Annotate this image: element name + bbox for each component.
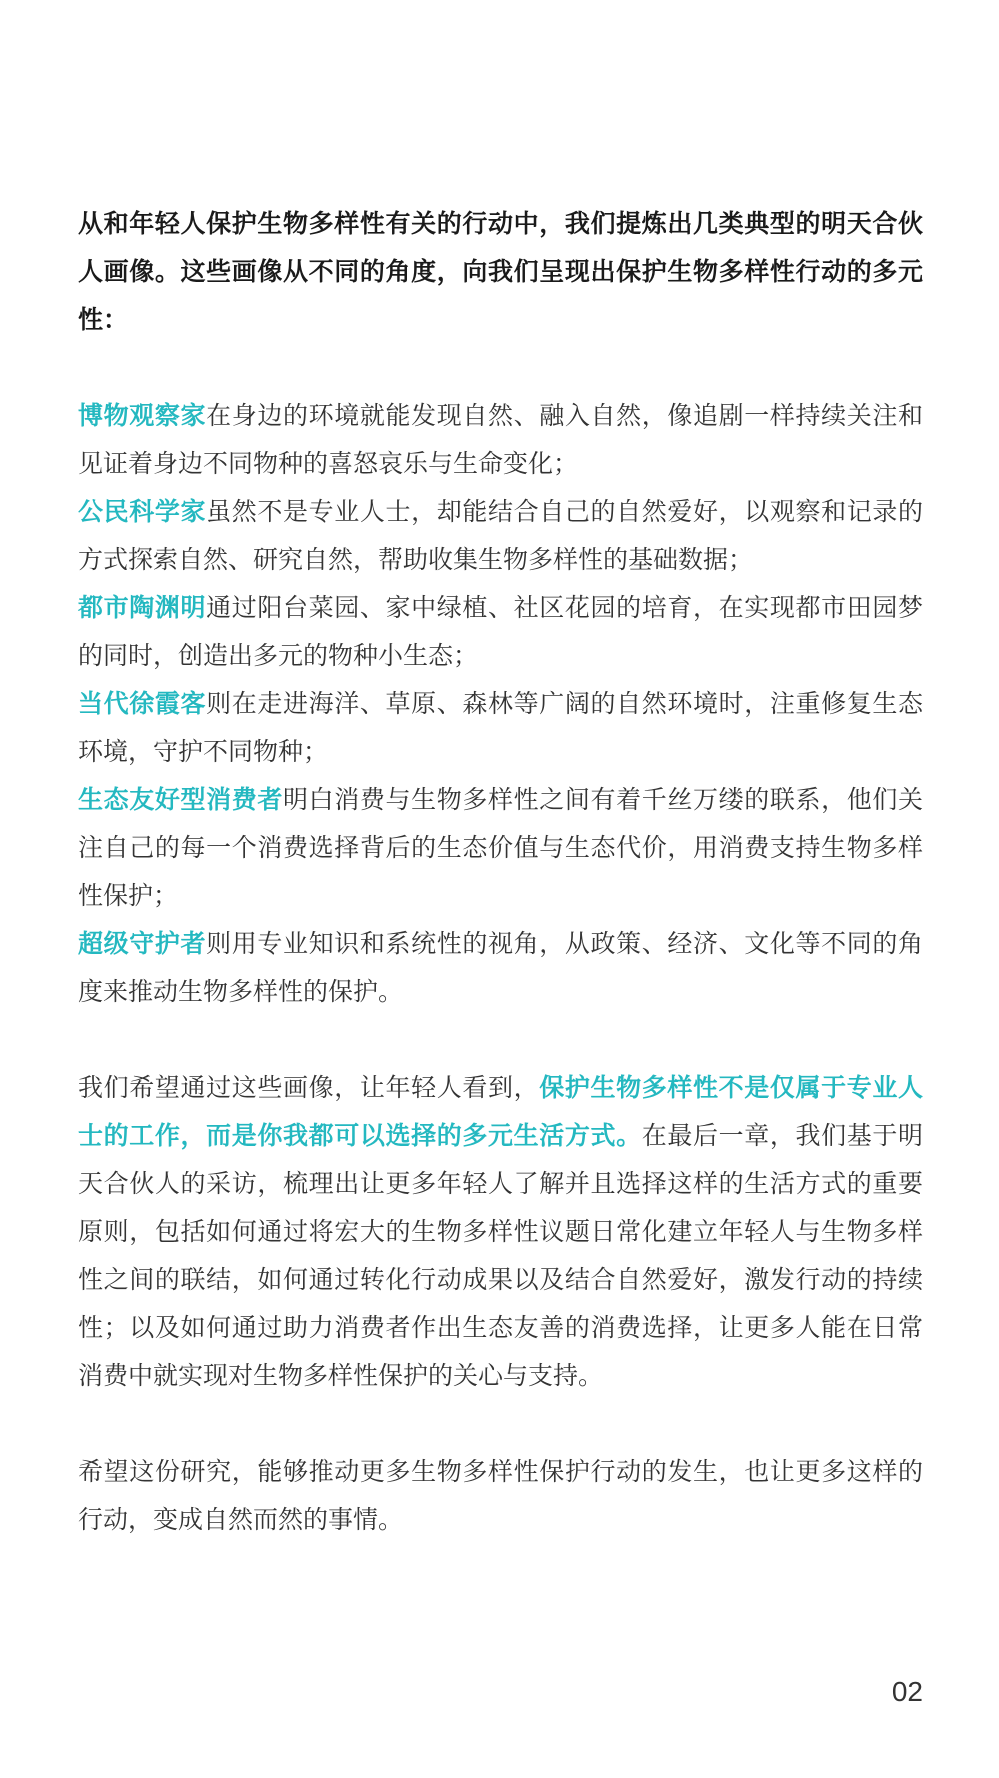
page-number: 02 bbox=[891, 1676, 923, 1707]
closing-paragraph: 希望这份研究，能够推动更多生物多样性保护行动的发生，也让更多这样的行动，变成自然而然的事情。 bbox=[78, 1457, 923, 1534]
persona-name: 博物观察家 bbox=[78, 401, 207, 430]
persona-description: 明白消费与生物多样性之间有着千丝万缕的联系，他们关注自己的每一个消费选择背后的生态价值与生态代价，用消费支持生物多样性保护； bbox=[78, 785, 923, 910]
persona-description: 虽然不是专业人士，却能结合自己的自然爱好，以观察和记录的方式探索自然、研究自然，帮助收集生物多样性的基础数据； bbox=[78, 497, 923, 574]
hope-highlight: 保护生物多样性不是仅属于专业人士的工作，而是你我都可以选择的多元生活方式。 bbox=[78, 1073, 923, 1150]
persona-name: 当代徐霞客 bbox=[78, 689, 207, 718]
persona-item bbox=[78, 680, 923, 776]
spacer bbox=[78, 1400, 923, 1448]
persona-name: 都市陶渊明 bbox=[78, 593, 207, 622]
persona-name: 公民科学家 bbox=[78, 497, 207, 526]
persona-description: 则在走进海洋、草原、森林等广阔的自然环境时，注重修复生态环境，守护不同物种； bbox=[78, 689, 923, 766]
persona-description: 通过阳台菜园、家中绿植、社区花园的培育，在实现都市田园梦的同时，创造出多元的物种小生态； bbox=[78, 593, 923, 670]
hope-text-before: 我们希望通过这些画像，让年轻人看到， bbox=[78, 1073, 540, 1102]
intro-paragraph: 从和年轻人保护生物多样性有关的行动中，我们提炼出几类典型的明天合伙人画像。这些画像从不同的角度，向我们呈现出保护生物多样性行动的多元性： bbox=[78, 209, 923, 334]
persona-list bbox=[78, 392, 923, 1016]
persona-item bbox=[78, 776, 923, 920]
spacer bbox=[78, 1016, 923, 1064]
persona-item bbox=[78, 488, 923, 584]
persona-item bbox=[78, 920, 923, 1016]
hope-paragraph bbox=[78, 1064, 923, 1400]
persona-name: 超级守护者 bbox=[78, 929, 207, 958]
persona-item bbox=[78, 392, 923, 488]
persona-description: 则用专业知识和系统性的视角，从政策、经济、文化等不同的角度来推动生物多样性的保护。 bbox=[78, 929, 923, 1006]
persona-item bbox=[78, 584, 923, 680]
spacer bbox=[78, 344, 923, 392]
hope-text-after: 在最后一章，我们基于明天合伙人的采访，梳理出让更多年轻人了解并且选择这样的生活方式的重要原则，包括如何通过将宏大的生物多样性议题日常化建立年轻人与生物多样性之间的联结，如何通过转化行动成果以及结合自然爱好，激发行动的持续性；以及如何通过助力消费者作出生态友善的消费选择，让更多人能在日常消费中就实现对生物多样性保护的关心与支持。 bbox=[78, 1121, 923, 1390]
document-body bbox=[78, 200, 923, 1544]
persona-name: 生态友好型消费者 bbox=[78, 785, 283, 814]
persona-description: 在身边的环境就能发现自然、融入自然，像追剧一样持续关注和见证着身边不同物种的喜怒哀乐与生命变化； bbox=[78, 401, 923, 478]
